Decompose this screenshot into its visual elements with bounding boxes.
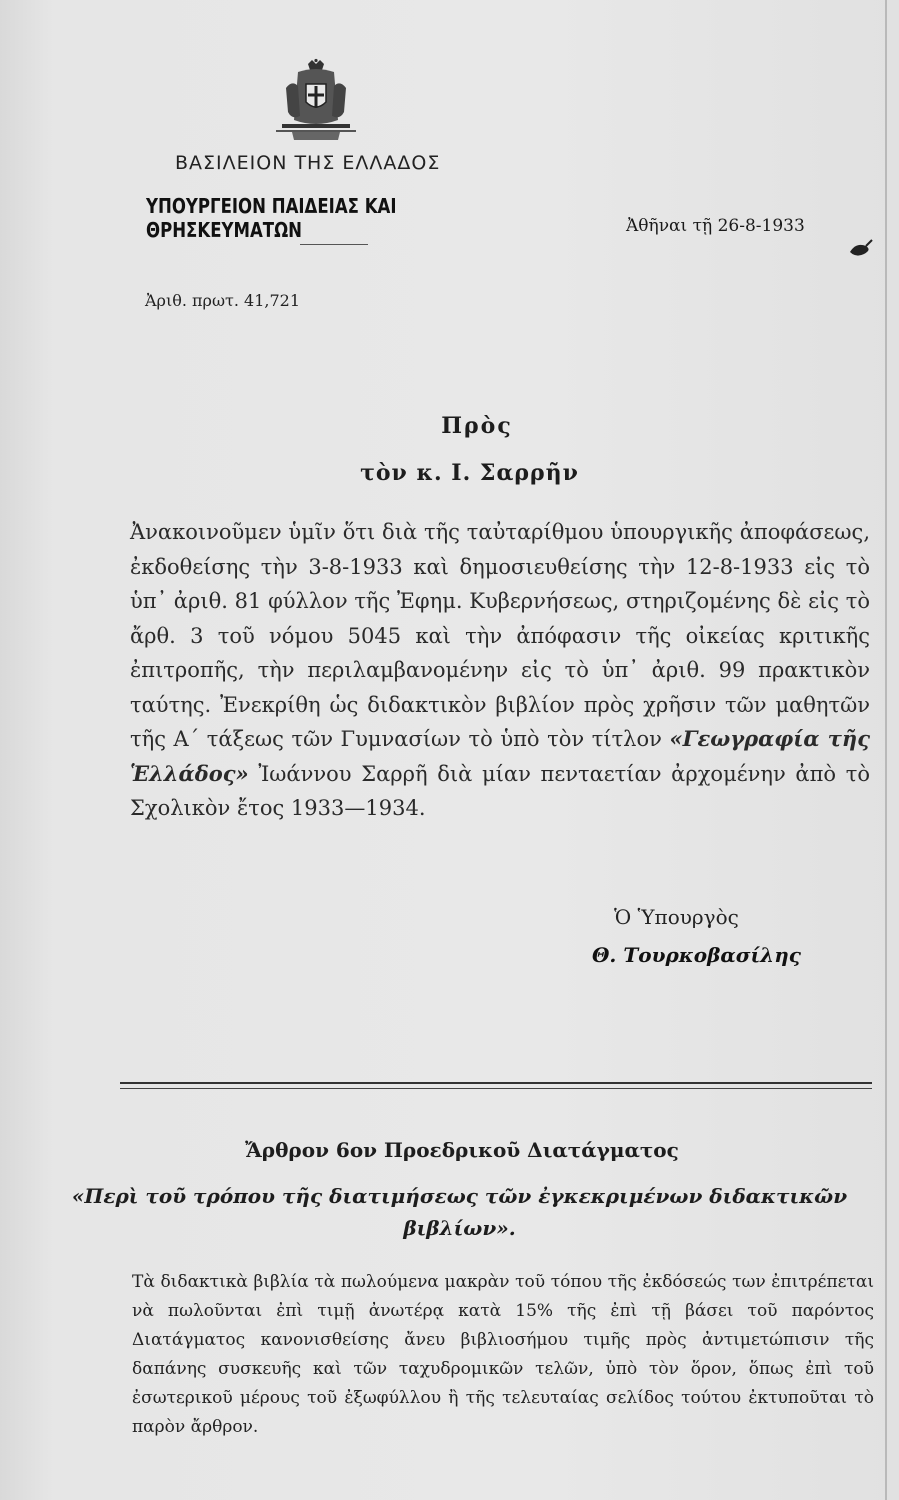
kingdom-heading: ΒΑΣΙΛΕΙΟΝ ΤΗΣ ΕΛΛΑΔΟΣ bbox=[175, 152, 441, 174]
addressee-to: Πρὸς bbox=[441, 413, 513, 439]
page-edge bbox=[885, 0, 887, 1500]
letter-body bbox=[130, 515, 870, 826]
ministry-heading: ΥΠΟΥΡΓΕΙΟΝ ΠΑΙΔΕΙΑΣ ΚΑΙ ΘΡΗΣΚΕΥΜΑΤΩΝ bbox=[146, 194, 397, 242]
ink-mark-icon bbox=[846, 236, 874, 262]
letter-date: Ἀθῆναι τῇ 26-8-1933 bbox=[626, 216, 805, 236]
article-subtitle: «Περὶ τοῦ τρόπου τῆς διατιμήσεως τῶν ἐγκεκριμένων διδακτικῶν βιβλίων». bbox=[71, 1184, 848, 1240]
article-body: Τὰ διδακτικὰ βιβλία τὰ πωλούμενα μακρὰν τοῦ τόπου τῆς ἐκδόσεώς των ἐπιτρέπεται νὰ πωλοῦνται ἐπὶ τιμῇ ἀνωτέρᾳ κατὰ 15% τῆς ἐπὶ τῇ βάσει τοῦ παρόντος Διατάγματος κανονισθείσης ἄνευ βιβλιοσήμου τιμῆς πρὸς ἀντιμετώπισιν τῆς δαπάνης συσκευῆς καὶ τῶν ταχυδρομικῶν τελῶν, ὑπὸ τὸν ὅρον, ὅπως ἐπὶ τοῦ ἐσωτερικοῦ μέρους τοῦ ἐξωφύλλου ἢ τῆς τελευταίας σελίδος τούτου ἐκτυποῦται τὸ παρὸν ἄρθρον. bbox=[132, 1272, 874, 1437]
protocol-number: Ἀριθ. πρωτ. 41,721 bbox=[145, 291, 301, 310]
letter-body-part2: Ἰωάννου Σαρρῆ διὰ μίαν πενταετίαν ἀρχομένην ἀπὸ τὸ Σχολικὸν ἔτος 1933—1934. bbox=[130, 761, 870, 820]
signature-name: Θ. Τουρκοβασίλης bbox=[592, 943, 801, 967]
article-title: Ἄρθρον 6ον Προεδρικοῦ Διατάγματος bbox=[245, 1138, 679, 1162]
book-title: «Γεωγραφία τῆς Ἑλλάδος» bbox=[130, 726, 870, 786]
section-divider bbox=[120, 1082, 872, 1089]
letter-body-part1: Ἀνακοινοῦμεν ὑμῖν ὅτι διὰ τῆς ταὐταρίθμου ὑπουργικῆς ἀποφάσεως, ἐκδοθείσης τὴν 3-8-1933 καὶ δημοσιευθείσης τὴν 12-8-1933 εἰς τὸ ὑπ᾽ ἀριθ. 81 φύλλον τῆς Ἐφημ. Κυβερνήσεως, στηριζομένης δὲ εἰς τὸ ἄρθ. 3 τοῦ νόμου 5045 καὶ τὴν ἀπόφασιν τῆς οἰκείας κριτικῆς ἐπιτροπῆς, τὴν περιλαμβανομένην εἰς τὸ ὑπ᾽ ἀριθ. 99 πρακτικὸν ταύτης. Ἐνεκρίθη ὡς διδακτικὸν βιβλίον πρὸς χρῆσιν τῶν μαθητῶν τῆς Α΄ τάξεως τῶν Γυμνασίων τὸ ὑπὸ τὸν τίτλον bbox=[130, 520, 870, 751]
royal-coat-of-arms-icon bbox=[272, 58, 360, 148]
signature-title: Ὁ Ὑπουργὸς bbox=[614, 905, 739, 929]
addressee-name: τὸν κ. Ι. Σαρρῆν bbox=[360, 460, 579, 486]
header-divider bbox=[300, 244, 368, 245]
